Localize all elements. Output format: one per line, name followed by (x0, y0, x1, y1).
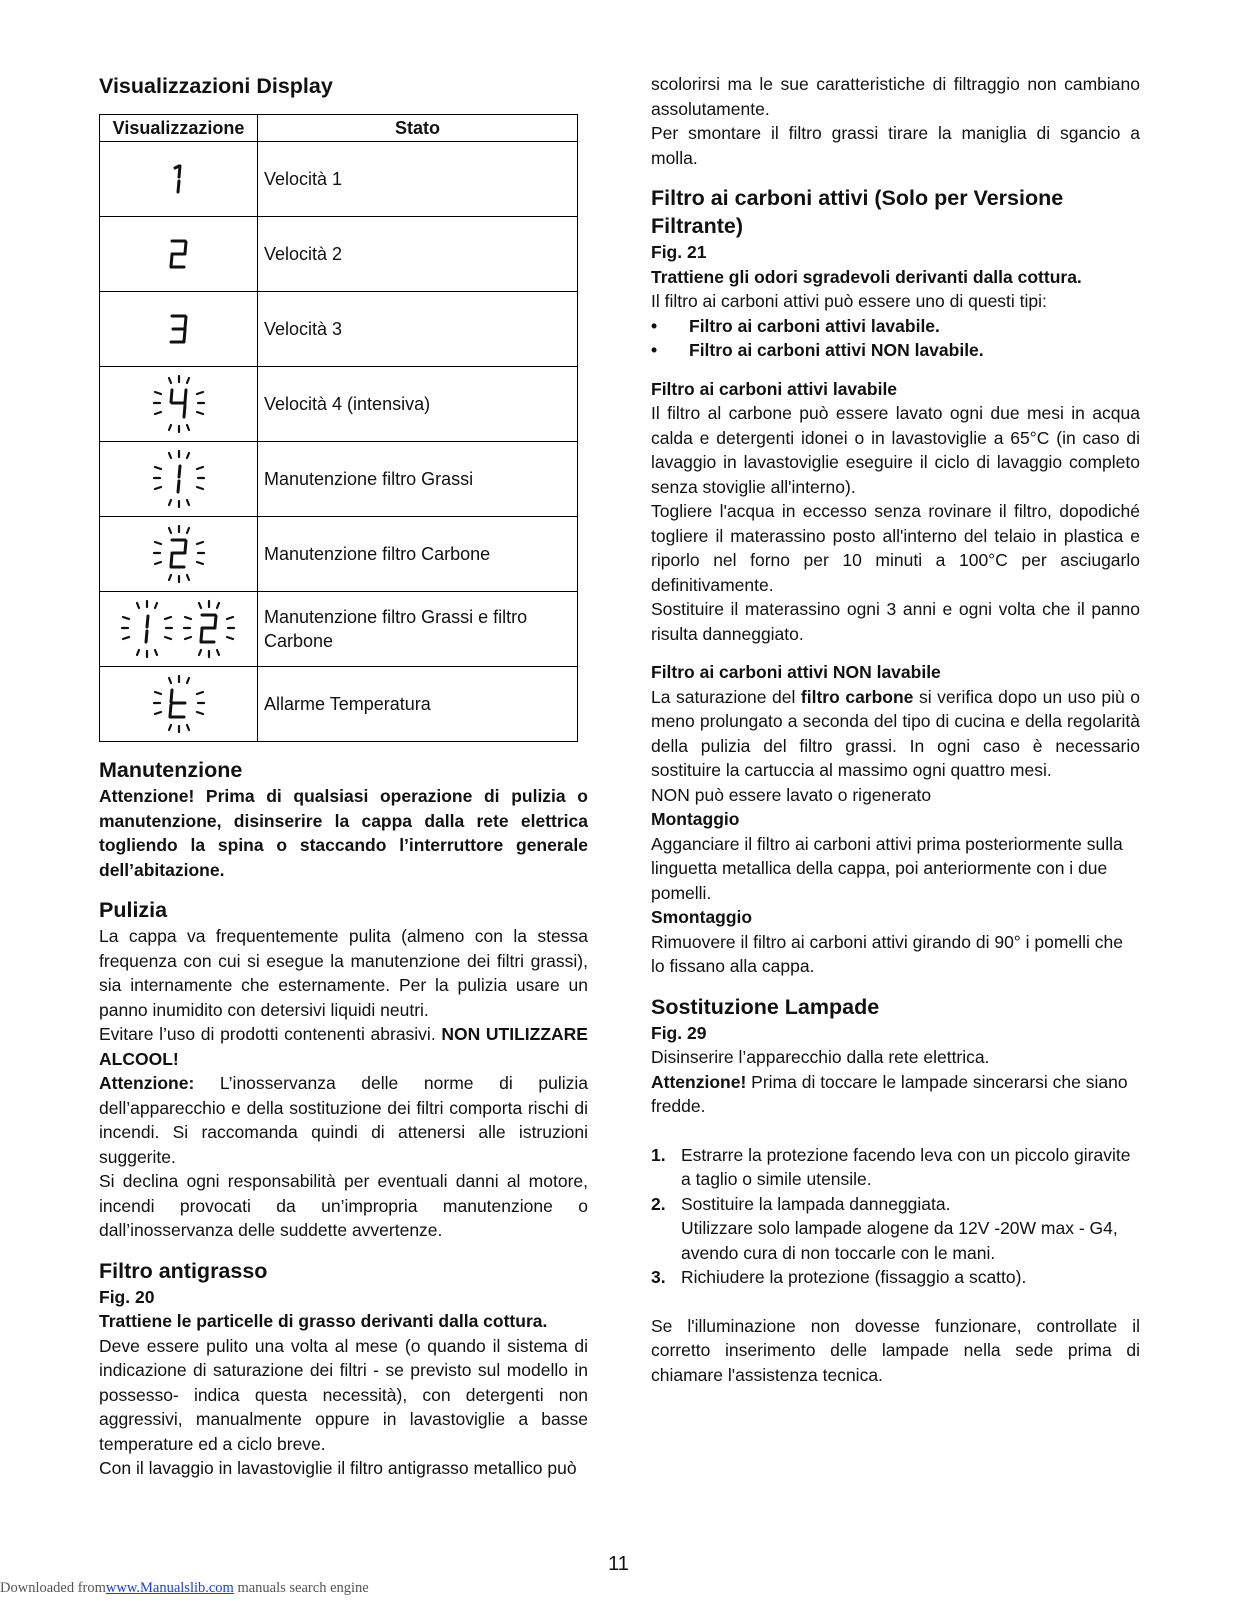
continued-paragraph: scolorirsi ma le sue caratteristiche di filtraggio non cambiano assolutamente. (651, 74, 1140, 119)
pulizia-paragraph (99, 1071, 588, 1169)
list-item: 2. Sostituire la lampada danneggiata. Utilizzare solo lampade alogene da 12V -20W max - G4, avendo cura di non toccarle con le mani. (651, 1193, 1118, 1263)
non-lavabile-title: Filtro ai carboni attivi NON lavabile (651, 662, 941, 682)
smontaggio-title: Smontaggio (651, 907, 753, 927)
non-lavabile-paragraph: La saturazione del filtro carbone si verifica dopo un uso più o meno prolungato a seconda del tipo di cucina e della regolarità della pulizia del filtro grassi. In ogni caso è necessario sostituire la cartuccia al massimo ogni quattro mesi. (651, 686, 1140, 780)
table-cell-state: Manutenzione filtro Grassi e filtro Carbone (258, 592, 578, 667)
table-row (100, 292, 578, 367)
table-header-row (100, 115, 578, 142)
table-header-visualizzazione: Visualizzazione (100, 115, 258, 142)
display-section-title: Visualizzazioni Display (99, 74, 333, 98)
digit-4-blinking-icon (149, 374, 209, 434)
page-number: 11 (608, 1553, 629, 1575)
continued-paragraph: Per smontare il filtro grassi tirare la maniglia di sgancio a molla. (651, 123, 1140, 168)
footer-prefix: Downloaded from (0, 1580, 106, 1596)
pulizia-text: L’inosservanza delle norme di pulizia dell’apparecchio e della sostituzione dei filtri comporta rischi di incendi. Si raccomanda quindi di attenersi alle istruzioni suggerite. (99, 1073, 588, 1167)
bullet-icon: • (651, 340, 658, 360)
lampade-paragraph: Disinserire l’apparecchio dalla rete elettrica. (651, 1047, 990, 1067)
table-header-stato: Stato (258, 115, 578, 142)
left-column (99, 72, 588, 1481)
lampade-paragraph: Attenzione! Prima di toccare le lampade sincerarsi che siano fredde. (651, 1071, 1128, 1116)
list-item: • Filtro ai carboni attivi NON lavabile. (651, 338, 1140, 363)
table-row (100, 367, 578, 442)
carboni-intro: Il filtro ai carboni attivi può essere uno di questi tipi: (651, 291, 1047, 311)
carboni-title: Filtro ai carboni attivi (Solo per Versione Filtrante) (651, 186, 1064, 238)
pulizia-paragraph: Si declina ogni responsabilità per eventuali danni al motore, incendi provocati da un’impropria manutenzione o dall’inosservanza delle suddette avvertenze. (99, 1171, 588, 1240)
antigrasso-title: Filtro antigrasso (99, 1258, 268, 1283)
lampade-title: Sostituzione Lampade (651, 994, 880, 1019)
table-cell-state: Velocità 4 (intensiva) (258, 367, 578, 442)
list-item: • Filtro ai carboni attivi lavabile. (651, 314, 1140, 339)
lavabile-title: Filtro ai carboni attivi lavabile (651, 378, 898, 399)
bullet-icon: • (651, 315, 658, 336)
table-row (100, 217, 578, 292)
montaggio-paragraph: Agganciare il filtro ai carboni attivi prima posteriormente sulla linguetta metallica della cappa, poi anteriormente con i due pomelli. (651, 833, 1123, 903)
lavabile-paragraph: Il filtro al carbone può essere lavato ogni due mesi in acqua calda e detergenti idonei o in lavastoviglie a 65°C (in caso di lavaggio in lavastoviglie eseguire il ciclo di lavaggio completo senza stoviglie all'interno). (651, 403, 1140, 497)
manutenzione-warning: Attenzione! Prima di qualsiasi operazione di pulizia o manutenzione, disinserire la cappa dalla rete elettrica togliendo la spina o staccando l’interruttore generale dell’abitazione. (99, 786, 588, 880)
pulizia-paragraph (99, 1022, 588, 1071)
footer-link[interactable]: www.Manualslib.com (105, 1580, 234, 1596)
right-column (651, 72, 1140, 1387)
non-lavabile-paragraph: NON può essere lavato o rigenerato (651, 784, 932, 805)
table-cell-state: Allarme Temperatura (258, 667, 578, 742)
smontaggio-paragraph: Rimuovere il filtro ai carboni attivi girando di 90° i pomelli che lo fissano alla cappa. (651, 931, 1123, 976)
fig-label: Fig. 29 (651, 1022, 707, 1043)
digit-1-blinking-icon (149, 449, 209, 509)
table-cell-state: Manutenzione filtro Grassi (258, 442, 578, 517)
antigrasso-paragraph: Con il lavaggio in lavastoviglie il filtro antigrasso metallico può (99, 1458, 577, 1478)
table-cell-state: Velocità 2 (258, 217, 578, 292)
footer (0, 1580, 369, 1597)
table-cell-state: Velocità 1 (258, 142, 578, 217)
pulizia-text: Evitare l’uso di prodotti contenenti abrasivi. (99, 1024, 436, 1044)
pulizia-bold-warning: NON UTILIZZARE ALCOOL! (99, 1024, 588, 1069)
digit-2-icon (149, 224, 209, 284)
montaggio-title: Montaggio (651, 809, 740, 829)
table-cell-state: Manutenzione filtro Carbone (258, 517, 578, 592)
table-cell-state: Velocità 3 (258, 292, 578, 367)
antigrasso-subtitle: Trattiene le particelle di grasso derivanti dalla cottura. (99, 1311, 548, 1331)
lavabile-paragraph: Sostituire il materassino ogni 3 anni e ogni volta che il panno risulta danneggiato. (651, 599, 1140, 644)
fig-label: Fig. 21 (651, 242, 707, 262)
pulizia-title: Pulizia (99, 898, 168, 922)
digits-1-2-blinking-icon (119, 599, 239, 659)
list-item: 3. Richiudere la protezione (fissaggio a scatto). (651, 1267, 1027, 1287)
digit-2-blinking-icon (149, 524, 209, 584)
table-row (100, 442, 578, 517)
list-item: 1. Estrarre la protezione facendo leva con un piccolo giravite a taglio o simile utensile. (651, 1144, 1131, 1189)
display-table (99, 114, 578, 742)
antigrasso-paragraph: Deve essere pulito una volta al mese (o quando il sistema di indicazione di saturazione dei filtri - se previsto sul modello in possesso- indica questa necessità), con detergenti non aggressivi, manualmente oppure in lavastoviglie a basse temperature ed a ciclo breve. (99, 1335, 588, 1454)
lampade-steps (651, 1143, 1140, 1290)
digit-3-icon (149, 299, 209, 359)
manutenzione-title: Manutenzione (99, 758, 243, 782)
fig-label: Fig. 20 (99, 1286, 155, 1307)
carboni-subtitle: Trattiene gli odori sgradevoli derivanti dalla cottura. (651, 266, 1082, 287)
table-row (100, 142, 578, 217)
lampade-closing: Se l'illuminazione non dovesse funzionare, controllate il corretto inserimento delle lampade nella sede prima di chiamare l'assistenza tecnica. (651, 1315, 1140, 1385)
table-row (100, 592, 578, 667)
digit-1-icon (149, 149, 209, 209)
lavabile-paragraph: Togliere l'acqua in eccesso senza rovinare il filtro, dopodiché togliere il materassino posto all'interno del telaio in plastica e riporlo nel forno per 10 minuti a 100°C per asciugarlo definitivamente. (651, 501, 1140, 595)
attenzione-label: Attenzione: (99, 1073, 195, 1093)
attenzione-label: Attenzione! (651, 1071, 747, 1092)
table-row (100, 517, 578, 592)
footer-suffix: manuals search engine (237, 1580, 369, 1596)
table-row (100, 667, 578, 742)
pulizia-paragraph: La cappa va frequentemente pulita (almeno con la stessa frequenza con cui si esegue la manutenzione dei filtri grassi), sia internamente che esternamente. Per la pulizia usare un panno inumidito con detersivi liquidi neutri. (99, 926, 588, 1020)
letter-t-blinking-icon (149, 674, 209, 734)
